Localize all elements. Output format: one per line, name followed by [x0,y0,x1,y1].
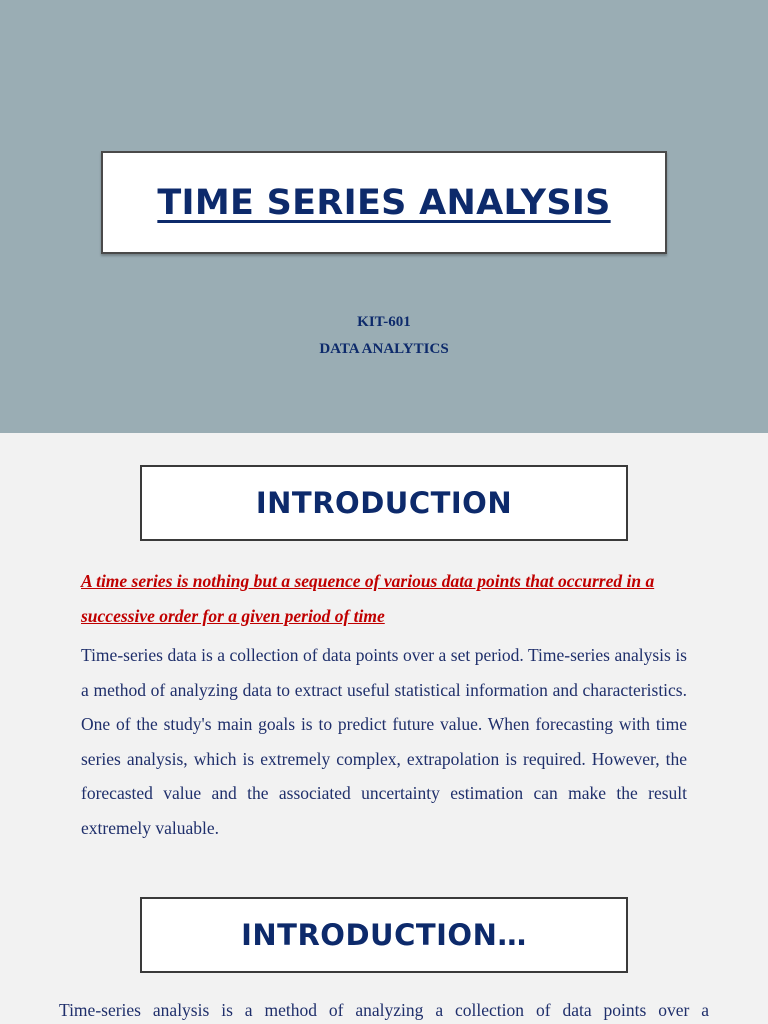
definition-highlight: A time series is nothing but a sequence of various data points that occurred in a successive order for a given period of time [81,571,655,626]
introduction-paragraph: Time-series data is a collection of data points over a set period. Time-series analysis is a method of analyzing data to extract useful statistical information and characteristics. One of the study's main goals is to predict future value. When forecasting with time series analysis, which is extremely complex, extrapolation is required. However, the forecasted value and the associated uncertainty estimation can make the result extremely valuable. [81,645,687,838]
course-name: DATA ANALYTICS [319,341,449,357]
title-box [101,151,667,254]
slide-title: TIME SERIES ANALYSIS [157,182,611,223]
course-code: KIT-601 [357,314,411,330]
introduction-heading: INTRODUCTION [255,486,513,520]
introduction-continued-paragraph: Time-series analysis is a method of analyzing a collection of data points over a [59,1000,709,1020]
introduction-continued-heading-box [140,897,628,973]
introduction-continued-heading: INTRODUCTION… [241,918,527,952]
introduction-heading-box [140,465,628,541]
title-slide [0,0,768,433]
